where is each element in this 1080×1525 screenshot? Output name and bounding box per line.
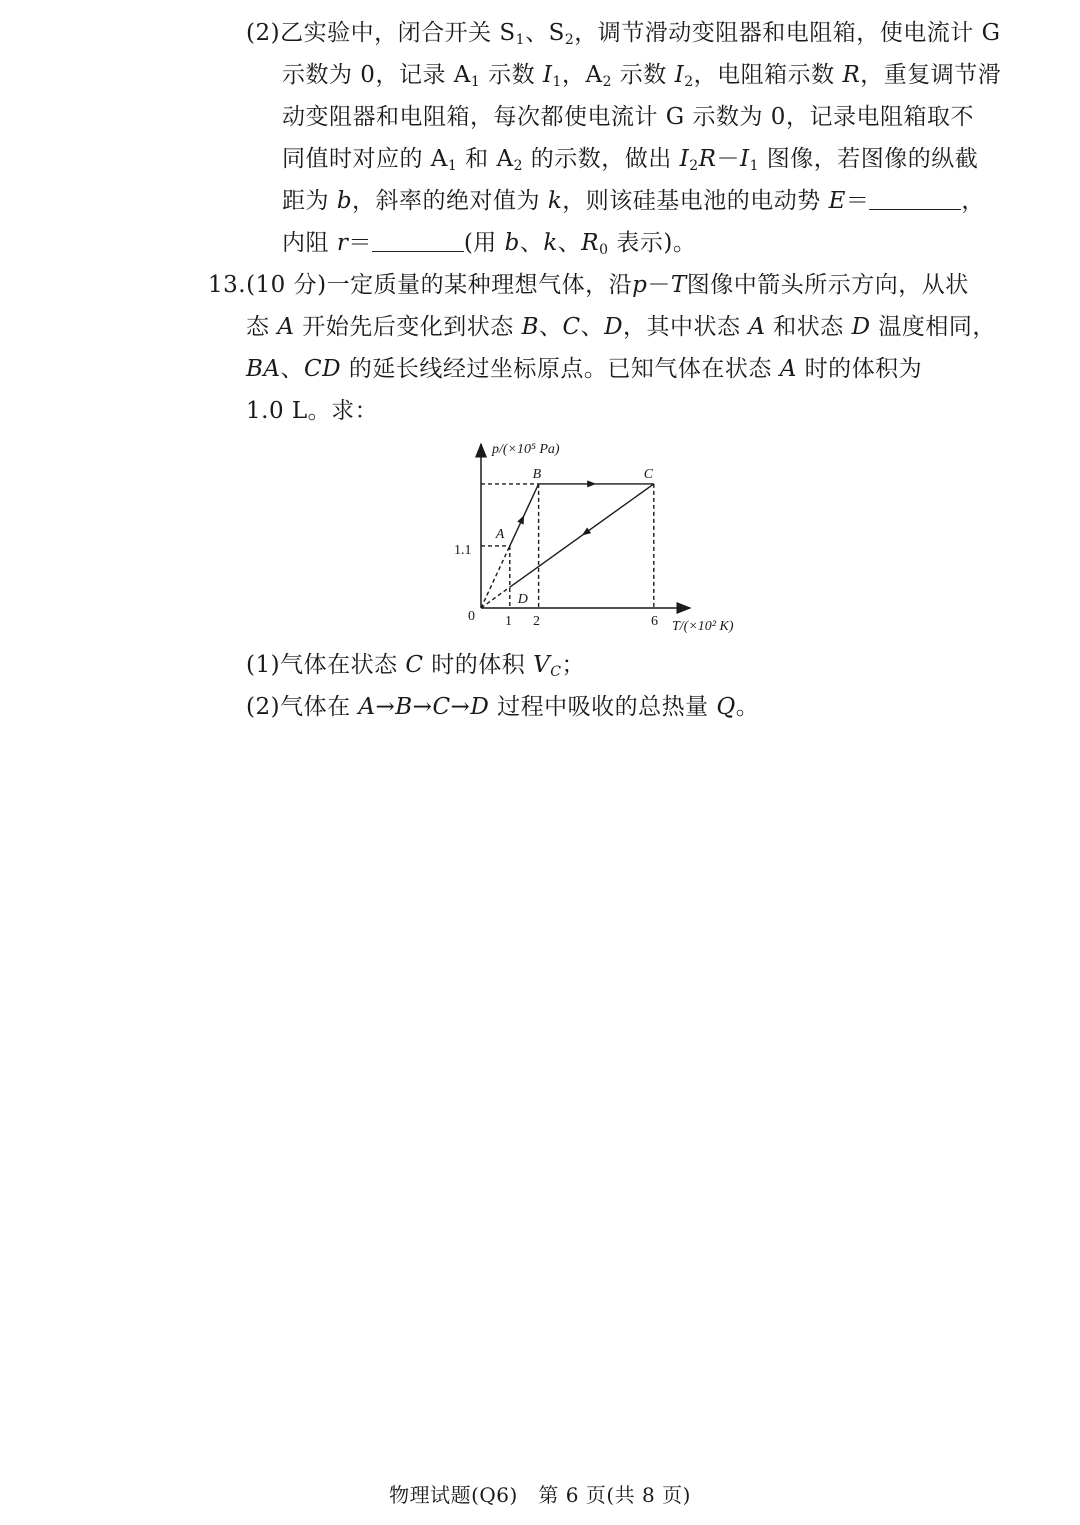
y-axis-label: p/(×10⁵ Pa) bbox=[492, 442, 560, 457]
text: 、 bbox=[538, 314, 563, 340]
dashed-extension-BA-to-origin bbox=[481, 546, 510, 608]
var-D: D bbox=[604, 314, 624, 340]
text: 和 A bbox=[457, 146, 514, 172]
var-BA: BA bbox=[246, 356, 281, 382]
text: ； bbox=[561, 652, 585, 678]
text: 的示数，做出 bbox=[523, 146, 680, 172]
var-r: r bbox=[336, 230, 349, 256]
text: 、 bbox=[280, 356, 305, 382]
text: 同值时对应的 A bbox=[282, 146, 448, 172]
page-footer bbox=[0, 1482, 1080, 1508]
text: 时的体积 bbox=[423, 652, 534, 678]
var-I: I bbox=[739, 146, 750, 172]
subscript: 2 bbox=[513, 158, 523, 174]
var-V: V bbox=[533, 652, 551, 678]
text: (用 bbox=[463, 230, 505, 256]
q12-line-4 bbox=[282, 144, 978, 181]
text: ＝ bbox=[348, 230, 372, 256]
arrow-B-C bbox=[587, 480, 596, 487]
text: (2)气体在 bbox=[246, 694, 359, 720]
text: ，则该硅基电池的电动势 bbox=[562, 188, 829, 214]
x-axis-label: T/(×10² K) bbox=[672, 619, 734, 634]
x-tick-label-2: 2 bbox=[533, 614, 540, 629]
origin-label: 0 bbox=[468, 609, 475, 624]
subscript: 2 bbox=[564, 32, 575, 48]
dashed-extension-CD-to-origin bbox=[481, 587, 510, 608]
var-b: b bbox=[504, 230, 520, 256]
var-B: B bbox=[521, 314, 539, 340]
q12-line-2 bbox=[282, 60, 1001, 97]
text: ， bbox=[961, 188, 985, 214]
text: 和状态 bbox=[765, 314, 852, 340]
subscript: 2 bbox=[684, 74, 694, 90]
text: 示数 bbox=[611, 62, 675, 88]
q12-line-1 bbox=[246, 18, 1000, 55]
subscript: 2 bbox=[602, 74, 612, 90]
text: 1.0 L。求： bbox=[246, 398, 379, 424]
q13-line-4 bbox=[246, 396, 378, 426]
y-tick-label-1.1: 1.1 bbox=[454, 543, 472, 558]
var-A: A bbox=[748, 314, 766, 340]
p-T-graph bbox=[440, 430, 770, 640]
q13-sub-2 bbox=[246, 692, 759, 722]
subscript: 2 bbox=[689, 158, 699, 174]
text: 态 bbox=[246, 314, 278, 340]
answer-blank-emf[interactable] bbox=[869, 187, 961, 210]
var-C: C bbox=[405, 652, 424, 678]
var-CD: CD bbox=[304, 356, 342, 382]
answer-blank-resistance[interactable] bbox=[372, 229, 464, 252]
q12-line-3 bbox=[282, 102, 974, 132]
q13-line-2 bbox=[246, 312, 996, 342]
var-D: D bbox=[851, 314, 871, 340]
text: ，其中状态 bbox=[623, 314, 749, 340]
q13-line-3 bbox=[246, 354, 922, 384]
x-tick-label-1: 1 bbox=[505, 614, 512, 629]
q13-line-1 bbox=[208, 270, 969, 300]
text: 示数 bbox=[480, 62, 543, 88]
text: 表示)。 bbox=[608, 230, 697, 256]
q12-line-5 bbox=[282, 186, 985, 216]
exam-title: 物理试题(Q6) bbox=[389, 1483, 518, 1507]
subscript: C bbox=[550, 664, 562, 680]
text: 。 bbox=[735, 694, 760, 720]
var-I: I bbox=[674, 62, 685, 88]
text: 、 bbox=[557, 230, 582, 256]
q12-line-6 bbox=[282, 228, 696, 265]
text: 、 bbox=[580, 314, 605, 340]
process-path: A→B→C→D bbox=[358, 694, 490, 720]
q13-sub-1 bbox=[246, 650, 585, 687]
text: 开始先后变化到状态 bbox=[294, 314, 522, 340]
text: 动变阻器和电阻箱，每次都使电流计 G 示数为 0，记录电阻箱取不 bbox=[282, 104, 974, 130]
subscript: 1 bbox=[470, 74, 481, 90]
text: 图像，若图像的纵截 bbox=[758, 146, 979, 172]
text: 13.(10 分)一定质量的某种理想气体，沿 bbox=[208, 272, 633, 298]
var-A: A bbox=[779, 356, 797, 382]
var-k: k bbox=[543, 230, 558, 256]
process-A-B bbox=[510, 484, 539, 546]
subscript: 0 bbox=[599, 242, 609, 258]
text: ，调节滑动变阻器和电阻箱，使电流计 G bbox=[574, 20, 1001, 46]
text: ，斜率的绝对值为 bbox=[352, 188, 548, 214]
var-R: R bbox=[842, 62, 861, 88]
text: － bbox=[716, 146, 740, 172]
text: ，A bbox=[561, 62, 603, 88]
subscript: 1 bbox=[749, 158, 759, 174]
point-label-B: B bbox=[532, 466, 542, 482]
text: ＝ bbox=[845, 188, 870, 214]
plot-layer bbox=[481, 467, 654, 608]
page-number: 第 6 页(共 8 页) bbox=[538, 1483, 691, 1507]
text: 、 bbox=[519, 230, 544, 256]
text: 、S bbox=[525, 20, 565, 46]
subscript: 1 bbox=[552, 74, 562, 90]
text: (2)乙实验中，闭合开关 S bbox=[246, 20, 516, 46]
var-R0: R bbox=[581, 230, 600, 256]
var-R: R bbox=[698, 146, 717, 172]
var-p: p bbox=[632, 272, 648, 298]
text: 图像中箭头所示方向，从状 bbox=[686, 272, 969, 298]
text: 内阻 bbox=[282, 230, 337, 256]
subscript: 1 bbox=[515, 32, 526, 48]
subscript: 1 bbox=[447, 158, 458, 174]
text: (1)气体在状态 bbox=[246, 652, 406, 678]
text: － bbox=[647, 272, 671, 298]
point-label-D: D bbox=[517, 592, 528, 608]
text: 的延长线经过坐标原点。已知气体在状态 bbox=[341, 356, 780, 382]
text: ，重复调节滑 bbox=[860, 62, 1002, 88]
var-I: I bbox=[679, 146, 690, 172]
point-label-C: C bbox=[643, 466, 654, 482]
var-C: C bbox=[562, 314, 581, 340]
arrow-A-B bbox=[517, 515, 524, 525]
text: 时的体积为 bbox=[796, 356, 923, 382]
x-tick-label-6: 6 bbox=[651, 614, 658, 629]
arrow-C-D bbox=[582, 527, 591, 535]
text: 示数为 0，记录 A bbox=[282, 62, 471, 88]
text: 过程中吸收的总热量 bbox=[489, 694, 717, 720]
var-E: E bbox=[828, 188, 846, 214]
var-b: b bbox=[336, 188, 353, 214]
text: ，电阻箱示数 bbox=[693, 62, 843, 88]
var-k: k bbox=[547, 188, 563, 214]
var-T: T bbox=[670, 272, 687, 298]
point-label-A: A bbox=[495, 526, 505, 542]
text: 温度相同， bbox=[870, 314, 996, 340]
var-A: A bbox=[277, 314, 295, 340]
text: 距为 bbox=[282, 188, 337, 214]
var-Q: Q bbox=[716, 694, 736, 720]
var-I: I bbox=[542, 62, 553, 88]
